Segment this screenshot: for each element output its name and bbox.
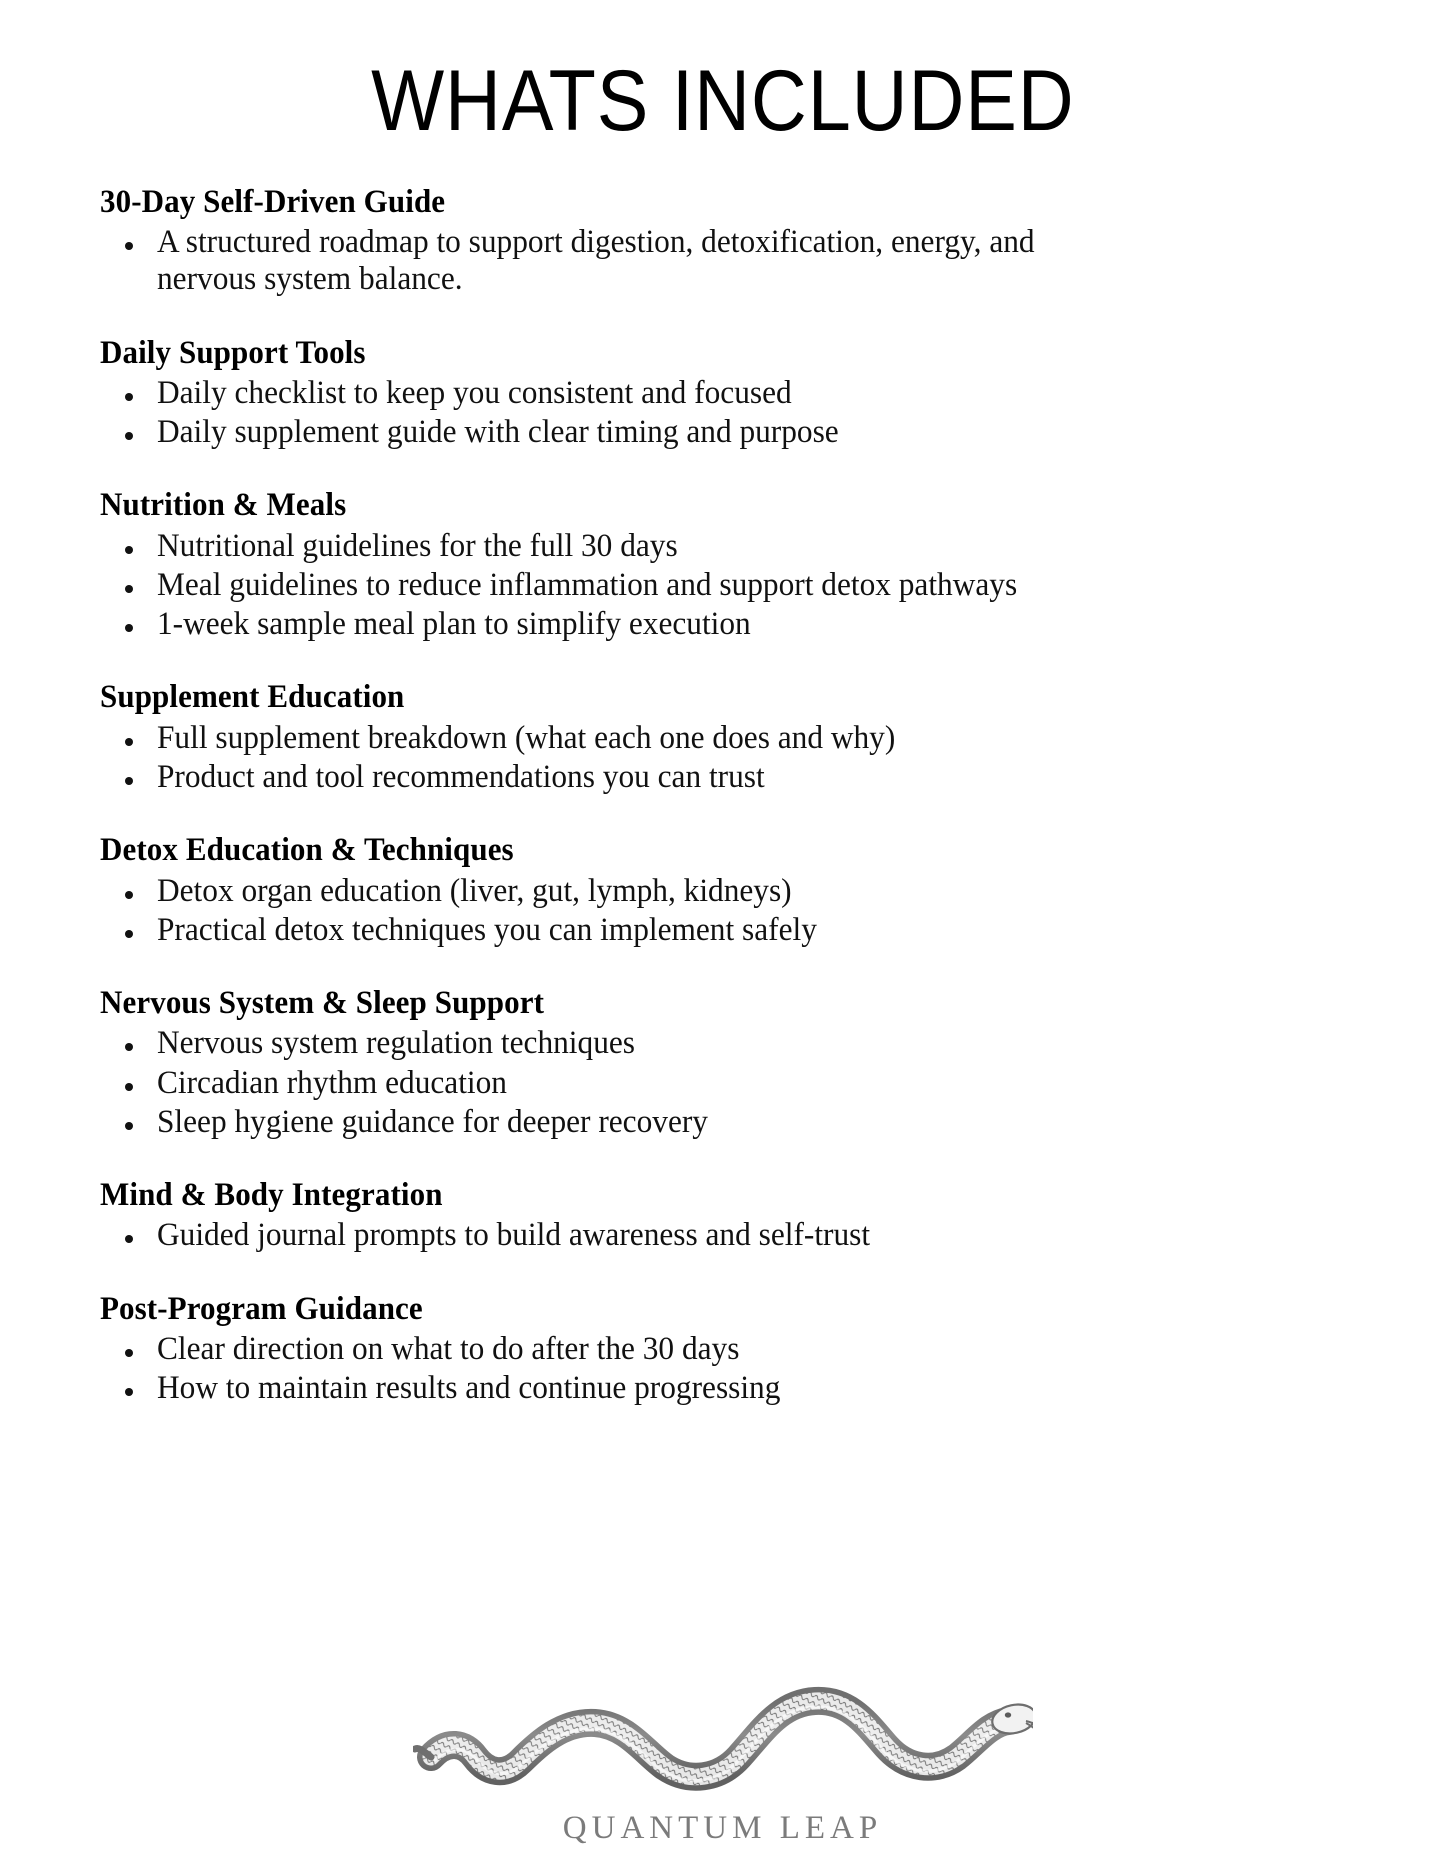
- bullet-list: [100, 375, 1445, 452]
- snake-illustration: [0, 1656, 1445, 1816]
- list-item-text: Clear direction on what to do after the 30 days: [157, 1330, 740, 1367]
- content-section: [0, 830, 1445, 949]
- list-item: [100, 759, 1167, 796]
- content-section: [0, 333, 1445, 452]
- list-item-text: Daily supplement guide with clear timing and purpose: [157, 414, 839, 451]
- list-item: [100, 224, 1167, 299]
- list-item: [100, 1025, 1167, 1062]
- sections-container: [0, 182, 1445, 1408]
- list-item: [100, 375, 1167, 412]
- list-item-text: Circadian rhythm education: [157, 1064, 507, 1101]
- bullet-list: [100, 1025, 1445, 1141]
- content-section: [0, 1289, 1445, 1408]
- section-heading: Nervous System & Sleep Support: [100, 985, 545, 1022]
- list-item: [100, 1370, 1167, 1407]
- section-heading: Supplement Education: [100, 679, 405, 716]
- bullet-list: [100, 224, 1445, 299]
- list-item: [100, 873, 1167, 910]
- list-item-text: Nutritional guidelines for the full 30 days: [157, 527, 678, 564]
- list-item-text: Detox organ education (liver, gut, lymph, kidneys): [157, 872, 792, 909]
- bullet-list: [100, 720, 1445, 797]
- section-heading: Detox Education & Techniques: [100, 832, 514, 869]
- list-item-text: Product and tool recommendations you can trust: [157, 758, 765, 795]
- bullet-list: [100, 1331, 1445, 1408]
- list-item: [100, 1104, 1167, 1141]
- list-item: [100, 567, 1167, 604]
- section-heading: Post-Program Guidance: [100, 1290, 423, 1327]
- page-footer: [0, 1656, 1445, 1847]
- section-heading: Nutrition & Meals: [100, 487, 347, 524]
- content-section: [0, 485, 1445, 643]
- list-item-text: Practical detox techniques you can implement safely: [157, 911, 817, 948]
- section-heading: Daily Support Tools: [100, 334, 366, 371]
- list-item: [100, 1331, 1167, 1368]
- bullet-list: [100, 528, 1445, 644]
- content-section: [0, 677, 1445, 796]
- list-item-text: Nervous system regulation techniques: [157, 1025, 635, 1062]
- page-title: WHATS INCLUDED: [370, 53, 1075, 149]
- section-heading: Mind & Body Integration: [100, 1177, 443, 1214]
- list-item-text: Guided journal prompts to build awareness and self-trust: [157, 1217, 871, 1254]
- list-item: [100, 1217, 1167, 1254]
- list-item-text: 1-week sample meal plan to simplify execution: [157, 606, 751, 643]
- brand-wordmark: QUANTUM LEAP: [562, 1810, 883, 1846]
- list-item-text: Daily checklist to keep you consistent and focused: [157, 374, 792, 411]
- list-item-text: Meal guidelines to reduce inflammation and support detox pathways: [157, 566, 1018, 603]
- content-section: [0, 983, 1445, 1141]
- list-item-text: Full supplement breakdown (what each one does and why): [157, 719, 896, 756]
- bullet-list: [100, 1217, 1445, 1254]
- page-title-container: [0, 0, 1445, 149]
- list-item: [100, 1065, 1167, 1102]
- section-heading: 30-Day Self-Driven Guide: [100, 183, 446, 220]
- list-item: [100, 414, 1167, 451]
- content-section: [0, 182, 1445, 299]
- list-item-text: Sleep hygiene guidance for deeper recovery: [157, 1103, 708, 1140]
- list-item: [100, 912, 1167, 949]
- list-item-text: How to maintain results and continue progressing: [157, 1370, 781, 1407]
- list-item: [100, 606, 1167, 643]
- list-item: [100, 528, 1167, 565]
- bullet-list: [100, 873, 1445, 950]
- content-section: [0, 1175, 1445, 1255]
- list-item-text: A structured roadmap to support digestion, detoxification, energy, and nervous system balance.: [157, 223, 1035, 298]
- list-item: [100, 720, 1167, 757]
